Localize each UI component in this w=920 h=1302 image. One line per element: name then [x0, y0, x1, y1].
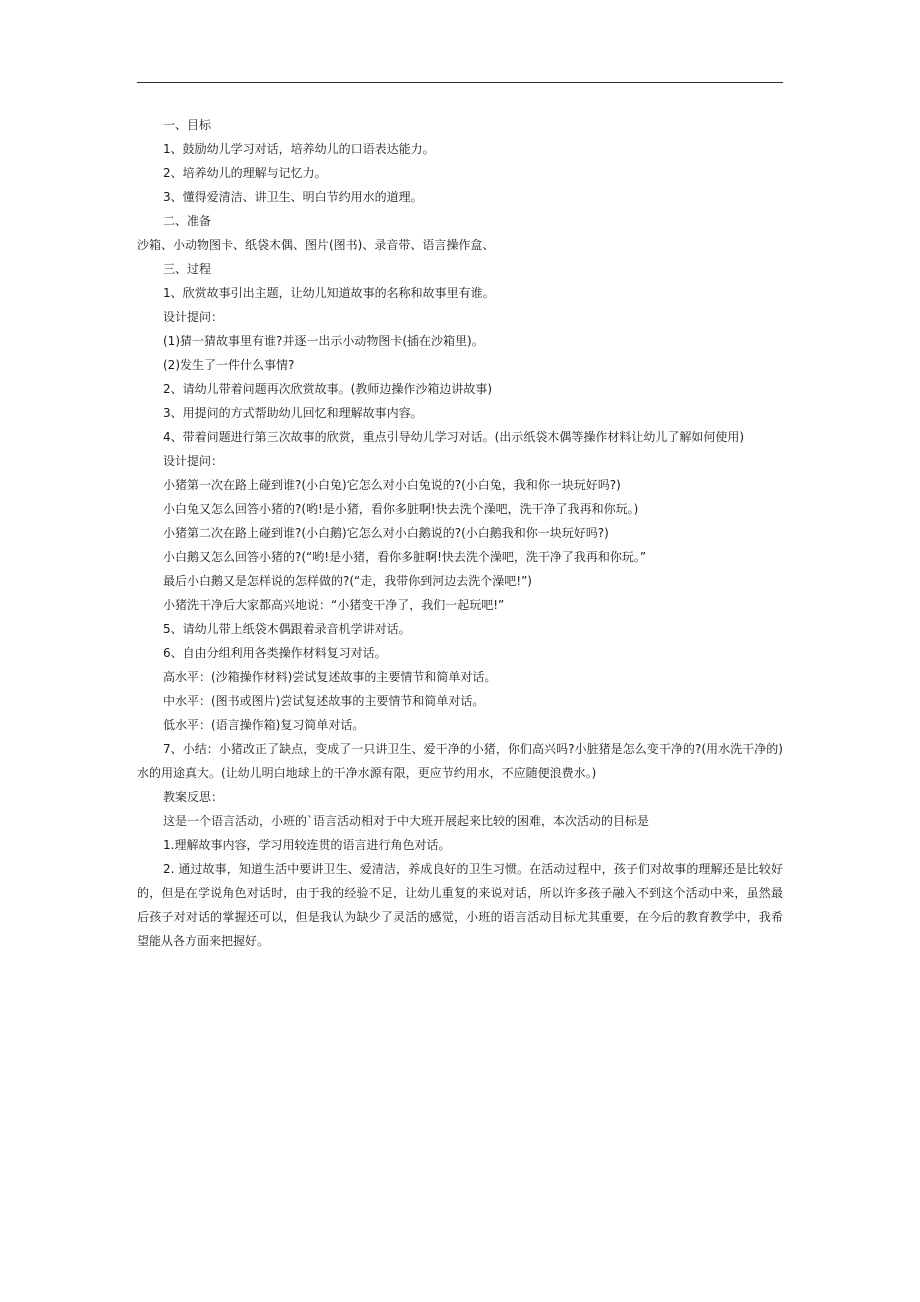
summary-paragraph: 7、小结：小猪改正了缺点，变成了一只讲卫生、爱干净的小猪，你们高兴吗?小脏猪是怎么变干净的?(用水洗干净的)水的用途真大。(让幼儿明白地球上的干净水源有限，更应节约用水，不应随便浪费水。): [137, 742, 783, 780]
level-item: 中水平：(图书或图片)尝试复述故事的主要情节和简单对话。: [163, 694, 485, 708]
process-step: 5、请幼儿带上纸袋木偶跟着录音机学讲对话。: [163, 622, 411, 636]
design-question-label: 设计提问：: [163, 454, 224, 468]
process-step: 4、带着问题进行第三次故事的欣赏，重点引导幼儿学习对话。(出示纸袋木偶等操作材料让幼儿了解如何使用): [163, 430, 745, 444]
reflection-line: 1.理解故事内容，学习用较连贯的语言进行角色对话。: [163, 838, 451, 852]
dialogue-line: 小白兔又怎么回答小猪的?(哟!是小猪，看你多脏啊!快去洗个澡吧，洗干净了我再和你玩。): [163, 502, 639, 516]
dialogue-line: 小猪洗干净后大家都高兴地说：“小猪变干净了，我们一起玩吧!”: [163, 598, 505, 612]
dialogue-line: 最后小白鹅又是怎样说的怎样做的?(“走，我带你到河边去洗个澡吧!”): [163, 574, 532, 588]
goal-item: 1、鼓励幼儿学习对话，培养幼儿的口语表达能力。: [163, 142, 435, 156]
heading-reflection: 教案反思：: [163, 790, 224, 804]
question-item: (2)发生了一件什么事情?: [163, 358, 295, 372]
reflection-paragraph: 2. 通过故事，知道生活中要讲卫生、爱清洁，养成良好的卫生习惯。在活动过程中，孩子们对故事的理解还是比较好的，但是在学说角色对话时，由于我的经验不足，让幼儿重复的来说对话，所以许多孩子融入不到这个活动中来，虽然最后孩子对对话的掌握还可以，但是我认为缺少了灵活的感觉，小班的语言活动目标尤其重要，在今后的教育教学中，我希望能从各方面来把握好。: [137, 862, 783, 948]
dialogue-line: 小猪第一次在路上碰到谁?(小白兔)它怎么对小白兔说的?(小白兔，我和你一块玩好吗?): [163, 478, 621, 492]
heading-process: 三、过程: [163, 262, 212, 276]
materials-line: 沙箱、小动物图卡、纸袋木偶、图片(图书)、录音带、语言操作盒、: [137, 238, 495, 252]
process-step: 1、欣赏故事引出主题，让幼儿知道故事的名称和故事里有谁。: [163, 286, 495, 300]
lesson-plan-body: [137, 113, 783, 953]
level-item: 高水平：(沙箱操作材料)尝试复述故事的主要情节和简单对话。: [163, 670, 497, 684]
design-question-label: 设计提问：: [163, 310, 224, 324]
level-item: 低水平：(语言操作箱)复习简单对话。: [163, 718, 365, 732]
reflection-line: 这是一个语言活动，小班的`语言活动相对于中大班开展起来比较的困难，本次活动的目标是: [163, 814, 650, 828]
heading-goals: 一、目标: [163, 118, 212, 132]
process-step: 2、请幼儿带着问题再次欣赏故事。(教师边操作沙箱边讲故事): [163, 382, 493, 396]
goal-item: 2、培养幼儿的理解与记忆力。: [163, 166, 327, 180]
heading-preparation: 二、准备: [163, 214, 212, 228]
goal-item: 3、懂得爱清洁、讲卫生、明白节约用水的道理。: [163, 190, 423, 204]
question-item: (1)猜一猜故事里有谁?并逐一出示小动物图卡(插在沙箱里)。: [163, 334, 484, 348]
dialogue-line: 小猪第二次在路上碰到谁?(小白鹅)它怎么对小白鹅说的?(小白鹅我和你一块玩好吗?): [163, 526, 609, 540]
header-rule: [137, 82, 783, 83]
process-step: 3、用提问的方式帮助幼儿回忆和理解故事内容。: [163, 406, 423, 420]
dialogue-line: 小白鹅又怎么回答小猪的?(“哟!是小猪，看你多脏啊!快去洗个澡吧，洗干净了我再和你玩。”: [163, 550, 647, 564]
process-step: 6、自由分组利用各类操作材料复习对话。: [163, 646, 387, 660]
